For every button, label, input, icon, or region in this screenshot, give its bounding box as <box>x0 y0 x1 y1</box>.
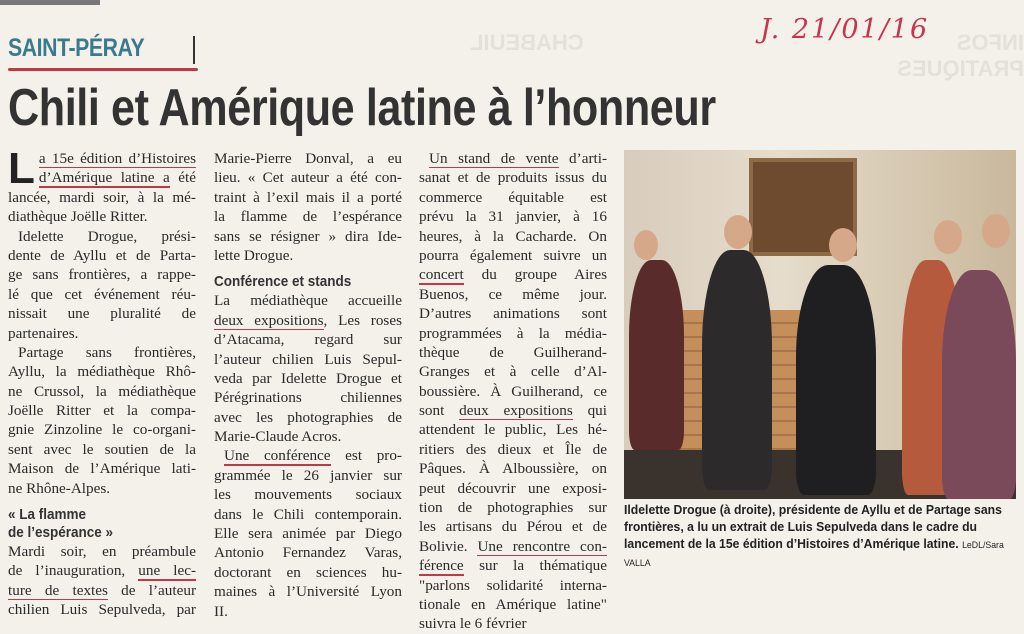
text-line: "parlons solidarité interna- <box>419 576 607 594</box>
text-line: Antonio Fernandez Varas, <box>214 544 402 562</box>
text-line: Elle sera animée par Diego <box>214 525 402 543</box>
rubric-divider <box>193 36 195 64</box>
article-photo <box>624 150 1016 499</box>
paragraph <box>8 144 196 227</box>
text-line: pourra également suivre un <box>419 246 607 264</box>
paragraph <box>8 542 196 620</box>
text-line: II. <box>214 602 228 620</box>
text-line: sans se résigner » dira Ide- <box>214 227 402 245</box>
text-line: Marie-Pierre Donval, a eu <box>214 150 402 167</box>
text-line: ge sans frontières, a rappe- <box>8 266 196 284</box>
text-line <box>39 149 196 168</box>
paragraph <box>419 149 607 634</box>
show-through-headline: CHABEUIL <box>470 30 584 55</box>
text-line: Idelette Drogue, prési- <box>18 227 196 245</box>
text-line: partenaires. <box>8 324 79 342</box>
text-line: prévu la 31 janvier, à 16 <box>419 208 607 226</box>
red-underline-annotation: Une conférence <box>224 447 331 465</box>
text-line: gnie Zinzoline le co-organi- <box>8 421 196 439</box>
text-line: concert du groupe Aires <box>419 266 607 284</box>
text-line: attendent le public, Les hé- <box>419 421 607 439</box>
text-line: Joëlle Ritter et la compa- <box>8 402 196 420</box>
text-line: chilien Luis Sepulveda, par <box>8 601 196 619</box>
text-line: Un stand de vente d’arti- <box>429 150 607 167</box>
text-line: Ayllu, la médiathèque Rhô- <box>8 363 196 381</box>
text-line: peut découvrir une exposi- <box>419 479 607 497</box>
red-underline-annotation: ture de textes <box>8 581 108 599</box>
text-line: ritiers des dieux et Île de <box>419 440 607 458</box>
red-underline-annotation: Une rencontre con- <box>477 537 607 555</box>
top-edge-bar <box>0 0 100 5</box>
text-line: boussière. À Guilherand, ce <box>419 382 607 400</box>
text-line: suivra le 6 février <box>419 615 527 633</box>
paragraph <box>214 446 402 621</box>
red-underline-annotation: Un stand de vente <box>429 150 559 167</box>
red-underline-annotation: une lec- <box>138 562 196 580</box>
subheading-line: « La flamme <box>8 506 87 524</box>
text-line: Mardi soir, en préambule <box>8 543 196 561</box>
red-underline-annotation: deux expositions <box>459 402 573 420</box>
article-column-3 <box>419 149 607 634</box>
text-line: La médiathèque accueille <box>214 292 402 310</box>
subheading-line: Conférence et stands <box>214 273 352 291</box>
section-rubric: SAINT-PÉRAY <box>8 34 145 62</box>
text-line: tionale en Amérique latine" <box>419 595 607 613</box>
article-column-1 <box>8 144 196 620</box>
text-line: ne Crussol, la médiathèque <box>8 382 196 400</box>
text-line: Maison de l’Amérique lati- <box>8 460 196 478</box>
headline: Chili et Amérique latine à l’honneur <box>8 79 716 137</box>
text-line: commerce équitable est <box>419 188 607 206</box>
text-line: Une conférence est pro- <box>224 447 402 465</box>
drop-cap: L <box>8 144 35 193</box>
red-underline-annotation: concert <box>419 266 464 284</box>
text-line: nissait une pluralité de <box>8 305 196 323</box>
text-line: dans le Chili contemporain. <box>214 505 402 523</box>
show-through-headline: INFOS PRATIQUES <box>897 30 1024 81</box>
text-line: lieu. « Cet auteur a été con- <box>214 169 402 187</box>
red-underline-annotation: deux expositions <box>214 311 324 329</box>
caption-text: Ildelette Drogue (à droite), présidente de Ayllu et de Partage sans frontières, a lu un extrait de Luis Sepulveda dans le cadre du lancement de la 15e édition d’Histoires d’Amérique latine. <box>624 503 1002 551</box>
paragraph <box>8 227 196 343</box>
subheading-line: de l’espérance » <box>8 524 114 542</box>
paragraph <box>214 291 402 446</box>
text-line: l’auteur chilien Luis Sepul- <box>214 350 402 368</box>
rubric-red-underline <box>8 68 198 71</box>
text-line: deux expositions, Les roses <box>214 311 402 329</box>
text-line: heures, à la Cacharde. On <box>419 227 607 245</box>
red-underline-annotation: a 15e édition d’Histoires <box>38 150 196 167</box>
subheading <box>214 273 383 291</box>
text-line: programmées à la média- <box>419 324 607 342</box>
text-line: diathèque Joëlle Ritter. <box>8 208 148 226</box>
text-line: traint à l’exil mais il a porté <box>214 188 402 206</box>
text-line: sent avec le soutien de la <box>8 440 196 458</box>
paragraph <box>8 343 196 498</box>
text-line: veda par Idelette Drogue et <box>214 369 402 387</box>
text-line: lette Drogue. <box>214 246 294 264</box>
paragraph <box>214 149 402 265</box>
text-line: ture de textes de l’auteur <box>8 581 196 599</box>
text-line: d’Amérique latine a été <box>38 169 196 187</box>
text-line: lé que cet événement réu- <box>8 285 196 303</box>
text-line: tion de photographies sur <box>419 499 607 517</box>
photo-credit: LeDL/Sara VALLA <box>624 540 1004 568</box>
text-line: Bolivie. Une rencontre con- <box>419 537 607 555</box>
text-line: maines à l’Université Lyon <box>214 583 402 601</box>
text-line: les artisans du Pérou et de <box>419 518 607 536</box>
text-line: les mouvements sociaux <box>214 486 402 504</box>
text-line: Marie-Claude Acros. <box>214 428 342 446</box>
text-line: thèque de Guilherand- <box>419 343 607 361</box>
red-underline-annotation: férence <box>419 557 464 575</box>
article-column-2 <box>214 149 402 621</box>
text-line: d’Atacama, regard sur <box>214 331 402 349</box>
text-line: Pâques. À Alboussière, on <box>419 460 607 478</box>
text-line: dente de Ayllu et de Parta- <box>8 246 196 264</box>
text-line: sanat et de produits issus du <box>419 169 607 187</box>
text-line: de l’inauguration, une lec- <box>8 562 196 580</box>
handwritten-date: J. 21/01/16 <box>760 14 930 45</box>
text-line: D’autres animations sont <box>419 305 607 323</box>
text-line: ne Rhône-Alpes. <box>8 479 111 497</box>
text-line: Granges et à celle d’Al- <box>419 363 607 381</box>
text-line: lancée, mardi soir, à la mé- <box>8 188 196 206</box>
red-underline-annotation: d’Amérique latine a <box>38 169 170 187</box>
text-line: Buenos, ce même jour. <box>419 285 607 303</box>
text-line: doctorant en sciences hu- <box>214 563 402 581</box>
text-line: grammée le 26 janvier sur <box>214 466 402 484</box>
text-line: Pérégrinations chiliennes <box>214 389 402 407</box>
text-line: férence sur la thématique <box>419 557 607 575</box>
photo-caption <box>624 502 1007 572</box>
subheading <box>8 506 177 542</box>
text-line: sont deux expositions qui <box>419 402 607 420</box>
text-line: avec les photographies de <box>214 408 402 426</box>
text-line: Partage sans frontières, <box>18 343 196 361</box>
text-line: la flamme de l’espérance <box>214 208 402 226</box>
